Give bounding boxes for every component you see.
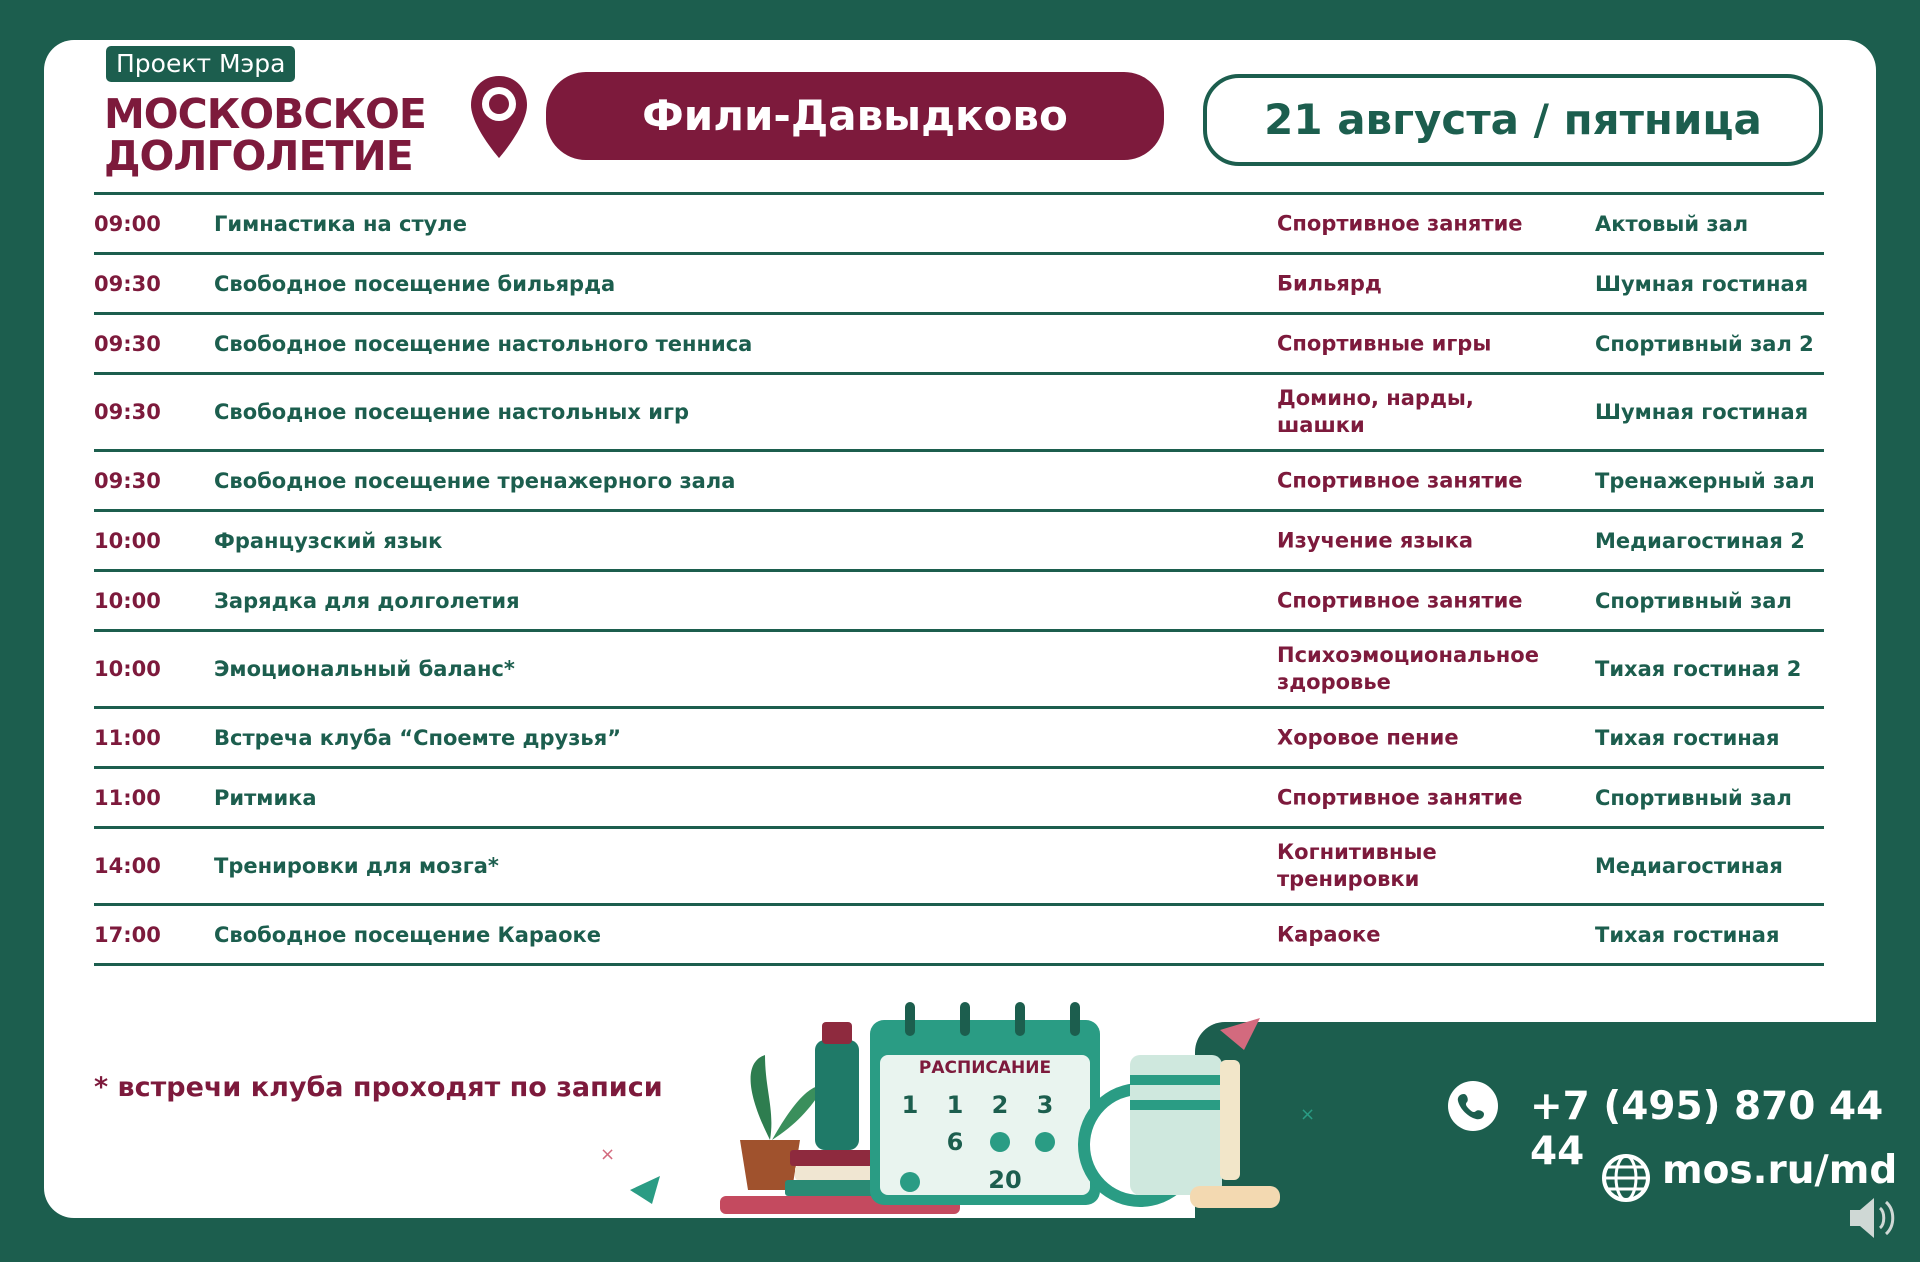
row-category: Спортивное занятие — [1277, 785, 1523, 809]
phone-number[interactable]: +7 (495) 870 44 44 — [1530, 1084, 1884, 1174]
table-row — [94, 375, 1824, 452]
row-room: Тренажерный зал — [1595, 468, 1815, 493]
table-row — [94, 572, 1824, 632]
schedule-table — [94, 192, 1824, 966]
row-title: Свободное посещение тренажерного зала — [214, 468, 736, 493]
svg-text:×: × — [1300, 1104, 1316, 1125]
row-time: 10:00 — [94, 657, 161, 681]
row-room: Спортивный зал — [1595, 588, 1792, 613]
speaker-icon[interactable] — [1846, 1196, 1898, 1240]
row-title: Гимнастика на стуле — [214, 211, 467, 236]
table-row — [94, 255, 1824, 315]
calendar-illustration — [590, 960, 1316, 1230]
project-badge: Проект Мэра — [106, 46, 295, 82]
row-time: 11:00 — [94, 725, 161, 750]
footnote: * встречи клуба проходят по записи — [94, 1072, 663, 1103]
row-room: Тихая гостиная — [1595, 922, 1780, 947]
calendar-number: 6 — [946, 1128, 964, 1156]
row-time: 11:00 — [94, 785, 161, 810]
row-time: 09:00 — [94, 211, 161, 236]
row-room: Спортивный зал — [1595, 785, 1792, 810]
row-category: Когнитивные тренировки — [1277, 840, 1437, 891]
row-room: Шумная гостиная — [1595, 400, 1809, 424]
row-category: Спортивное занятие — [1277, 468, 1523, 492]
table-row — [94, 315, 1824, 375]
row-time: 10:00 — [94, 528, 161, 553]
row-title: Зарядка для долголетия — [214, 588, 520, 613]
location-pin-icon — [468, 74, 530, 160]
calendar-number: 1 — [946, 1091, 964, 1119]
row-room: Тихая гостиная — [1595, 725, 1780, 750]
logo-line-2: ДОЛГОЛЕТИЕ — [104, 132, 413, 180]
row-time: 09:30 — [94, 400, 161, 424]
calendar-title: РАСПИСАНИЕ — [918, 1058, 1052, 1078]
row-title: Тренировки для мозга* — [214, 854, 499, 878]
row-time: 09:30 — [94, 468, 161, 493]
calendar-number: 2 — [991, 1091, 1009, 1119]
row-room: Актовый зал — [1595, 211, 1749, 236]
row-category: Спортивное занятие — [1277, 211, 1523, 235]
table-row — [94, 632, 1824, 709]
row-title: Эмоциональный баланс* — [214, 657, 515, 681]
row-category: Караоке — [1277, 922, 1381, 946]
row-room: Медиагостиная 2 — [1595, 528, 1805, 553]
row-category: Бильярд — [1277, 271, 1382, 295]
table-row — [94, 512, 1824, 572]
row-category: Спортивные игры — [1277, 331, 1492, 355]
row-time: 09:30 — [94, 271, 161, 296]
calendar-number: 3 — [1036, 1091, 1054, 1119]
website-link[interactable]: mos.ru/md — [1662, 1148, 1898, 1193]
row-category: Домино, нарды, шашки — [1277, 386, 1474, 437]
table-row — [94, 829, 1824, 906]
row-category: Психоэмоциональное здоровье — [1277, 643, 1539, 694]
logo-line-1: МОСКОВСКОЕ — [104, 90, 426, 138]
row-room: Спортивный зал 2 — [1595, 331, 1814, 356]
row-title: Свободное посещение бильярда — [214, 271, 616, 296]
row-time: 09:30 — [94, 331, 161, 356]
globe-icon — [1600, 1152, 1652, 1204]
row-title: Свободное посещение настольных игр — [214, 400, 689, 424]
row-category: Изучение языка — [1277, 528, 1474, 552]
row-time: 14:00 — [94, 854, 161, 878]
row-category: Хоровое пение — [1277, 725, 1459, 749]
date-box: 21 августа / пятница — [1203, 74, 1823, 166]
row-title: Ритмика — [214, 785, 317, 810]
row-room: Медиагостиная — [1595, 854, 1783, 878]
svg-text:×: × — [600, 1144, 616, 1165]
table-row — [94, 452, 1824, 512]
calendar-number: 20 — [988, 1166, 1022, 1194]
table-row — [94, 906, 1824, 966]
table-row — [94, 195, 1824, 255]
row-title: Свободное посещение Караоке — [214, 922, 601, 947]
table-row — [94, 769, 1824, 829]
row-title: Свободное посещение настольного тенниса — [214, 331, 753, 356]
row-room: Шумная гостиная — [1595, 271, 1809, 296]
row-title: Встреча клуба “Споемте друзья” — [214, 725, 621, 750]
table-row — [94, 709, 1824, 769]
row-title: Французский язык — [214, 528, 443, 553]
calendar-number: 1 — [901, 1091, 919, 1119]
row-time: 10:00 — [94, 588, 161, 613]
row-room: Тихая гостиная 2 — [1595, 657, 1802, 681]
district-pill: Фили-Давыдково — [546, 72, 1164, 160]
row-time: 17:00 — [94, 922, 161, 947]
phone-icon — [1447, 1080, 1499, 1132]
row-category: Спортивное занятие — [1277, 588, 1523, 612]
